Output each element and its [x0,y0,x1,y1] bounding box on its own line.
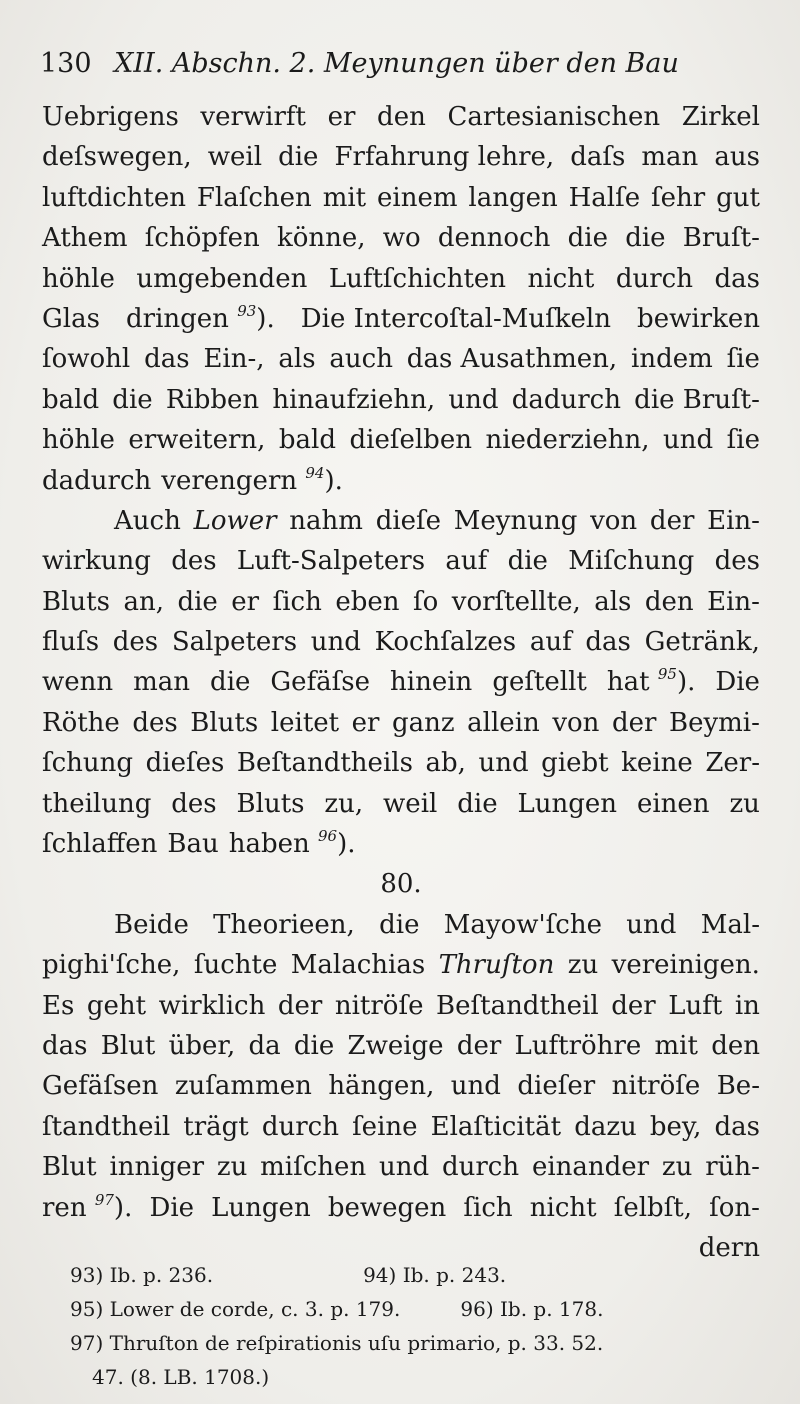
word: bald [42,384,100,415]
word: er [231,586,260,617]
word: die [507,546,548,577]
text-line [42,1026,760,1066]
word: Auch [114,505,181,536]
word: des [171,788,217,819]
word: zu [729,788,760,819]
word: die [177,586,218,617]
text-line [42,662,760,702]
word: Meynung [453,505,578,536]
word: ſie [726,425,760,456]
text-line [42,703,760,743]
word: Malachias [290,950,426,981]
text-line [42,622,760,662]
word: ſchöpfen [144,223,260,254]
word: mit [654,1030,698,1061]
word: Beſtandtheil [436,990,599,1021]
word: und [478,748,529,779]
word: das [714,263,760,294]
word: könne, [276,223,366,254]
word: dazu [574,1111,637,1142]
word: leitet [270,707,340,738]
word: wenn [42,667,114,698]
word: ganz [392,707,455,738]
word: die Bruſt- [634,384,760,415]
word: Beymi- [668,707,760,738]
word: Ein-, [203,344,265,375]
footnote-line [70,1292,760,1326]
word: Bau [167,829,219,860]
word: vereinigen. [611,950,760,981]
word: nicht [527,263,595,294]
footnote: 94) Ib. p. 243. [363,1263,507,1287]
word: zuſammen [174,1071,312,1102]
word: Miſchung [568,546,695,577]
text-line [42,137,760,177]
footnote-ref: 97 [94,1190,114,1209]
word: ſchlaffen [42,829,158,860]
text-line [42,541,760,581]
text-line [42,945,760,985]
word: das [714,1111,760,1142]
word: Zweige [347,1030,444,1061]
footnote: 95) Lower de corde, c. 3. p. 179. [70,1297,401,1321]
word: Blut [100,1030,156,1061]
word: gut [716,182,760,213]
word: Zer- [705,748,760,779]
word: hat $^{95}$). [606,665,696,698]
word: giebt [541,748,609,779]
word: ſuchte [193,950,278,981]
word: durch [261,1111,339,1142]
word: die [278,142,319,173]
word: 80. [380,869,422,900]
word: Getränk, [644,627,760,658]
word: Luftſchichten [328,263,507,294]
word: verwirft [200,102,306,132]
word: miſchen [260,1152,367,1183]
word: wirkung [42,546,151,577]
word: und [310,627,361,658]
text-line [42,218,760,258]
word: zu, [324,788,364,819]
word: zu [216,1152,248,1183]
word: von [552,707,600,738]
word: und [626,909,677,940]
footnote: 96) Ib. p. 178. [460,1297,604,1321]
text-line [42,259,760,299]
word: an, [123,586,164,617]
text-line [42,864,760,904]
word: ſie [726,344,760,375]
word: dieſelben [349,425,472,456]
word: indem [631,344,713,375]
word: ſich [463,1192,513,1223]
word: ſowohl [42,344,131,375]
word: der [611,990,656,1021]
word: hinaufziehn, [272,384,436,415]
word: und [450,1071,501,1102]
word: fluſs [42,627,100,658]
word: Kochſalzes [374,627,517,658]
word: Die [149,1192,195,1223]
word: ren $^{97}$). [42,1190,133,1223]
word: ſelbſt, [613,1192,693,1223]
word: Athem [42,223,128,254]
footnote-line [70,1258,760,1292]
word: Bruſt- [682,223,760,254]
footnote-ref: 93 [237,301,257,320]
word: man [641,142,699,173]
word: Gefäſse [270,667,371,698]
word: zu [567,950,599,981]
word: aus [714,142,760,173]
word: zu [661,1152,693,1183]
word: als [278,344,316,375]
word: der [649,505,695,536]
text-line [42,986,760,1026]
word: dieſes [145,748,225,779]
word: dieſe [375,505,442,536]
text-line [42,461,760,501]
word: dadurch [42,465,152,496]
word: nitröſe [611,1071,701,1102]
word: eben [335,586,400,617]
word: von [590,505,638,536]
word: weil [207,142,263,173]
word: Beide [114,909,189,940]
page-number: 130 [40,48,92,79]
footnote: 93) Ib. p. 236. [70,1263,214,1287]
text-line [42,1107,760,1147]
word: dadurch [511,384,621,415]
text-line [42,380,760,420]
word: ſich [272,586,322,617]
word: Elaſticität [430,1111,562,1142]
word: Bluts [42,586,110,617]
word: bey, [649,1111,702,1142]
word: ab, [425,748,466,779]
word: einen [636,788,710,819]
word: erweitern, [128,425,266,456]
word: Glas [42,303,100,334]
running-title: XII. Abschn. 2. Meynungen über den Bau [114,48,679,79]
word: Uebrigens [42,102,179,132]
word: Luft-Salpeters [236,546,426,577]
word: ſeine [352,1111,418,1142]
text-line [42,178,760,218]
word: nahm [289,505,363,536]
word: Luft [668,990,723,1021]
word: nicht [529,1192,597,1223]
word: Zirkel [681,102,760,132]
word: trägt [183,1111,249,1142]
word: der [456,1030,502,1061]
word: bald [278,425,337,456]
word: Ribben [165,384,260,415]
word: da [248,1030,281,1061]
word: theilung [42,788,152,819]
word: Es [42,990,75,1021]
text-line [42,420,760,460]
word: Salpeters [171,627,298,658]
text-line [42,582,760,622]
text-line [42,97,760,137]
word: umgebenden [136,263,308,294]
footnote-ref: 95 [657,665,677,684]
word: Theorieen, [213,909,355,940]
word: Mal- [700,909,760,940]
word: verengern $^{94}$). [161,463,343,496]
word: des [171,546,217,577]
word: Cartesianischen [447,102,661,132]
word: Die Intercoſtal-Muſkeln [300,303,611,334]
word: dennoch [437,223,551,254]
word: man [133,667,191,698]
word: hängen, [328,1071,435,1102]
word: Beſtandtheils [236,748,413,779]
word: einem [377,182,458,213]
word: Lungen [211,1192,311,1223]
footnote: 47. (8. LB. 1708.) [92,1365,270,1389]
word: die [210,667,251,698]
body-text [42,97,760,1268]
word: über, [168,1030,236,1061]
footnote-line [70,1360,760,1394]
word: das [585,627,631,658]
word: Thruſton [438,950,555,981]
word: inniger [109,1152,205,1183]
word: deſswegen, [42,142,192,173]
word: den [377,102,426,132]
word: einander [531,1152,650,1183]
text-line [42,905,760,945]
word: luftdichten [42,182,186,213]
word: auch [329,344,393,375]
word: das [144,344,190,375]
text-line [42,1188,760,1228]
word: und [448,384,499,415]
footnotes [70,1258,760,1394]
word: langen [468,182,558,213]
text-line [42,299,760,339]
word: den [711,1030,760,1061]
word: Halſe [568,182,641,213]
word: keine [621,748,693,779]
word: daſs [570,142,626,173]
word: haben $^{96}$). [228,827,356,860]
word: niederziehn, [485,425,650,456]
word: wirklich [158,990,266,1021]
word: als [594,586,632,617]
word: Bluts [190,707,259,738]
footnote-ref: 96 [318,827,338,846]
word: wo [382,223,421,254]
word: des [132,707,178,738]
text-line [42,501,760,541]
text-line [42,339,760,379]
word: dringen $^{93}$). [126,301,275,334]
word: Be- [716,1071,760,1102]
word: allein [467,707,540,738]
word: durch [615,263,693,294]
word: die [625,223,666,254]
word: auf [445,546,488,577]
word: Flaſchen [196,182,312,213]
word: er [327,102,356,132]
word: und [663,425,714,456]
word: nitröſe [334,990,424,1021]
word: rüh- [705,1152,760,1183]
text-line [42,824,760,864]
word: Gefäſsen [42,1071,159,1102]
text-line [42,784,760,824]
word: das Ausathmen, [406,344,618,375]
word: das [42,1030,88,1061]
word: ſtandtheil [42,1111,171,1142]
word: auf [529,627,572,658]
word: Luftröhre [514,1030,642,1061]
word: Frfahrung lehre, [334,142,555,173]
footnote-ref: 94 [305,463,325,482]
word: Mayow'ſche [443,909,602,940]
text-line [42,1066,760,1106]
word: Röthe [42,707,120,738]
word: in [734,990,760,1021]
word: ſon- [709,1192,760,1223]
word: vorſtellte, [451,586,581,617]
footnote-line [70,1326,760,1360]
word: des [714,546,760,577]
word: durch [441,1152,520,1183]
word: pighi'ſche, [42,950,181,981]
word: die [567,223,608,254]
word: ſo [413,586,439,617]
word: und [379,1152,430,1183]
word: die [293,1030,335,1061]
word: der [277,990,323,1021]
text-line [42,743,760,783]
word: dern [698,1232,760,1263]
word: die [457,788,498,819]
word: weil [383,788,438,819]
word: höhle [42,263,115,294]
word: Lower [193,505,277,536]
word: den [644,586,694,617]
word: geht [86,990,147,1021]
footnote: 97) Thruſton de reſpirationis uſu primario, p. 33. 52. [70,1331,604,1355]
text-line [42,1147,760,1187]
word: dieſer [517,1071,596,1102]
word: ſehr [651,182,706,213]
word: höhle [42,425,115,456]
word: Bluts [236,788,305,819]
word: des [112,627,159,658]
word: der [611,707,657,738]
word: Blut [42,1152,97,1183]
word: Die [715,667,760,698]
word: bewirken [637,303,760,334]
word: die [112,384,153,415]
word: Ein- [707,586,760,617]
word: hinein [390,667,473,698]
word: er [351,707,380,738]
running-header [40,44,760,84]
word: geſtellt [492,667,587,698]
word: bewegen [327,1192,447,1223]
word: mit [322,182,367,213]
word: ſchung [42,748,134,779]
word: die [379,909,420,940]
word: Ein- [707,505,760,536]
word: Lungen [517,788,618,819]
